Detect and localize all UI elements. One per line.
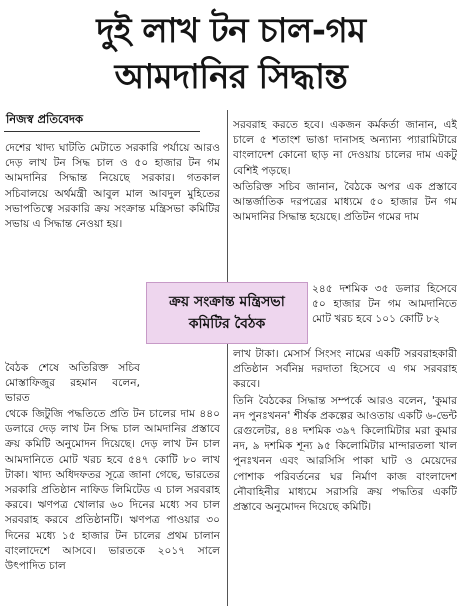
- pull-quote-line-1: ক্রয় সংক্রান্ত মন্ত্রিসভা: [169, 294, 285, 310]
- headline: [0, 0, 462, 108]
- left-paragraph-1: দেশের খাদ্য ঘাটতি মেটাতে সরকারি পর্যায়ে আরও দেড় লাখ টন সিদ্ধ চাল ও ৫০ হাজার টন গম আমদানির সিদ্ধান্ত নিয়েছে সরকার। গতকাল সচিবালয়ে অর্থমন্ত্রী আবুল মাল আবদুল মুহিতের সভাপতিত্বে সরকারি ক্রয় সংক্রান্ত মন্ত্রিসভা কমিটির সভায় এ সিদ্ধান্ত নেওয়া হয়।: [5, 142, 220, 231]
- pull-quote-line-2: কমিটির বৈঠক: [188, 316, 266, 332]
- left-paragraph-2: বৈঠক শেষে অতিরিক্ত সচিব মোস্তাফিজুর রহমান বলেন, ভারত: [5, 362, 140, 405]
- column-divider: [227, 110, 228, 606]
- byline-rule: [4, 131, 200, 132]
- byline: নিজস্ব প্রতিবেদক: [6, 112, 84, 126]
- left-column-beside-box: [5, 361, 140, 407]
- right-paragraph-3: তিনি বৈঠকের সিদ্ধান্ত সম্পর্কে আরও বলেন, 'কুমার নদ পুনঃখনন' শীর্ষক প্রকল্পের আওতায় একটি ৬-ভেন্ট রেগুলেটর, ৪৪ দশমিক ৩৯৭ কিলোমিটার মরা কুমার নদ, ৯ দশমিক শূন্য ৯৫ কিলোমিটার মান্দারতলা খাল পুনঃখনন এবং আরসিসি পাকা ঘাট ও মেয়েদের পোশাক পরিবর্তনের ঘর নির্মাণ কাজ বাংলাদেশ নৌবাহিনীর মাধ্যমে সরাসরি ক্রয় পদ্ধতির একটি প্রস্তাবে অনুমোদন দিয়েছে কমিটি।: [233, 394, 457, 514]
- right-column-beside-box: [312, 282, 457, 344]
- right-paragraph-1: সরবরাহ করতে হবে। একজন কর্মকর্তা জানান, এই চালে ৫ শতাংশ ভাঙা দানাসহ অন্যান্য প্যারামিটারে বাংলাদেশ কোনো ছাড় না দেওয়ায় চালের দাম একটু বেশিই পড়ছে।: [233, 119, 457, 177]
- right-column-bottom: [233, 347, 457, 606]
- left-column-bottom: [5, 407, 220, 607]
- right-paragraph-2-middle: ২৪৫ দশমিক ৩৫ ডলার হিসেবে ৫০ হাজার টন গম আমদানিতে মোট খরচ হবে ১০১ কোটি ৮২: [312, 283, 457, 326]
- right-column-top: [233, 118, 457, 278]
- left-paragraph-2-continued: থেকে জিটুজি পদ্ধতিতে প্রতি টন চালের দাম ৪৪০ ডলারে দেড় লাখ টন সিদ্ধ চাল আমদানির প্রস্তাবে ক্রয় কমিটি অনুমোদন দিয়েছে। দেড় লাখ টন চাল আমদানিতে মোট খরচ হবে ৫৪৭ কোটি ৮০ লাখ টাকা। খাদ্য অধিদফতর সূত্রে জানা গেছে, ভারতের সরকারি প্রতিষ্ঠান নাফিড লিমিটেড এ চাল সরবরাহ করবে। ঋণপত্র খোলার ৬০ দিনের মধ্যে সব চাল সরবরাহ করবে প্রতিষ্ঠানটি। ঋণপত্র পাওয়ার ৩০ দিনের মধ্যে ১৫ হাজার টন চালের প্রথম চালান বাংলাদেশে আসবে। ভারতকে ২০১৭ সালে উৎপাদিত চাল: [5, 408, 220, 573]
- pull-quote-box: [146, 282, 308, 344]
- headline-line-2: আমদানির সিদ্ধান্ত: [114, 57, 348, 97]
- right-paragraph-2-end: লাখ টাকা। মেসার্স সিংসং নামের একটি সরবরাহকারী প্রতিষ্ঠান সর্বনিম্ন দরদাতা হিসেবে এ গম সরবরাহ করবে।: [233, 348, 457, 391]
- right-paragraph-2: অতিরিক্ত সচিব জানান, বৈঠকে অপর এক প্রস্তাবে আন্তর্জাতিক দরপত্রের মাধ্যমে ৫০ হাজার টন গম আমদানির সিদ্ধান্ত হয়েছে। প্রতিটন গমের দাম: [233, 180, 457, 224]
- headline-line-1: দুই লাখ টন চাল-গম: [96, 11, 366, 51]
